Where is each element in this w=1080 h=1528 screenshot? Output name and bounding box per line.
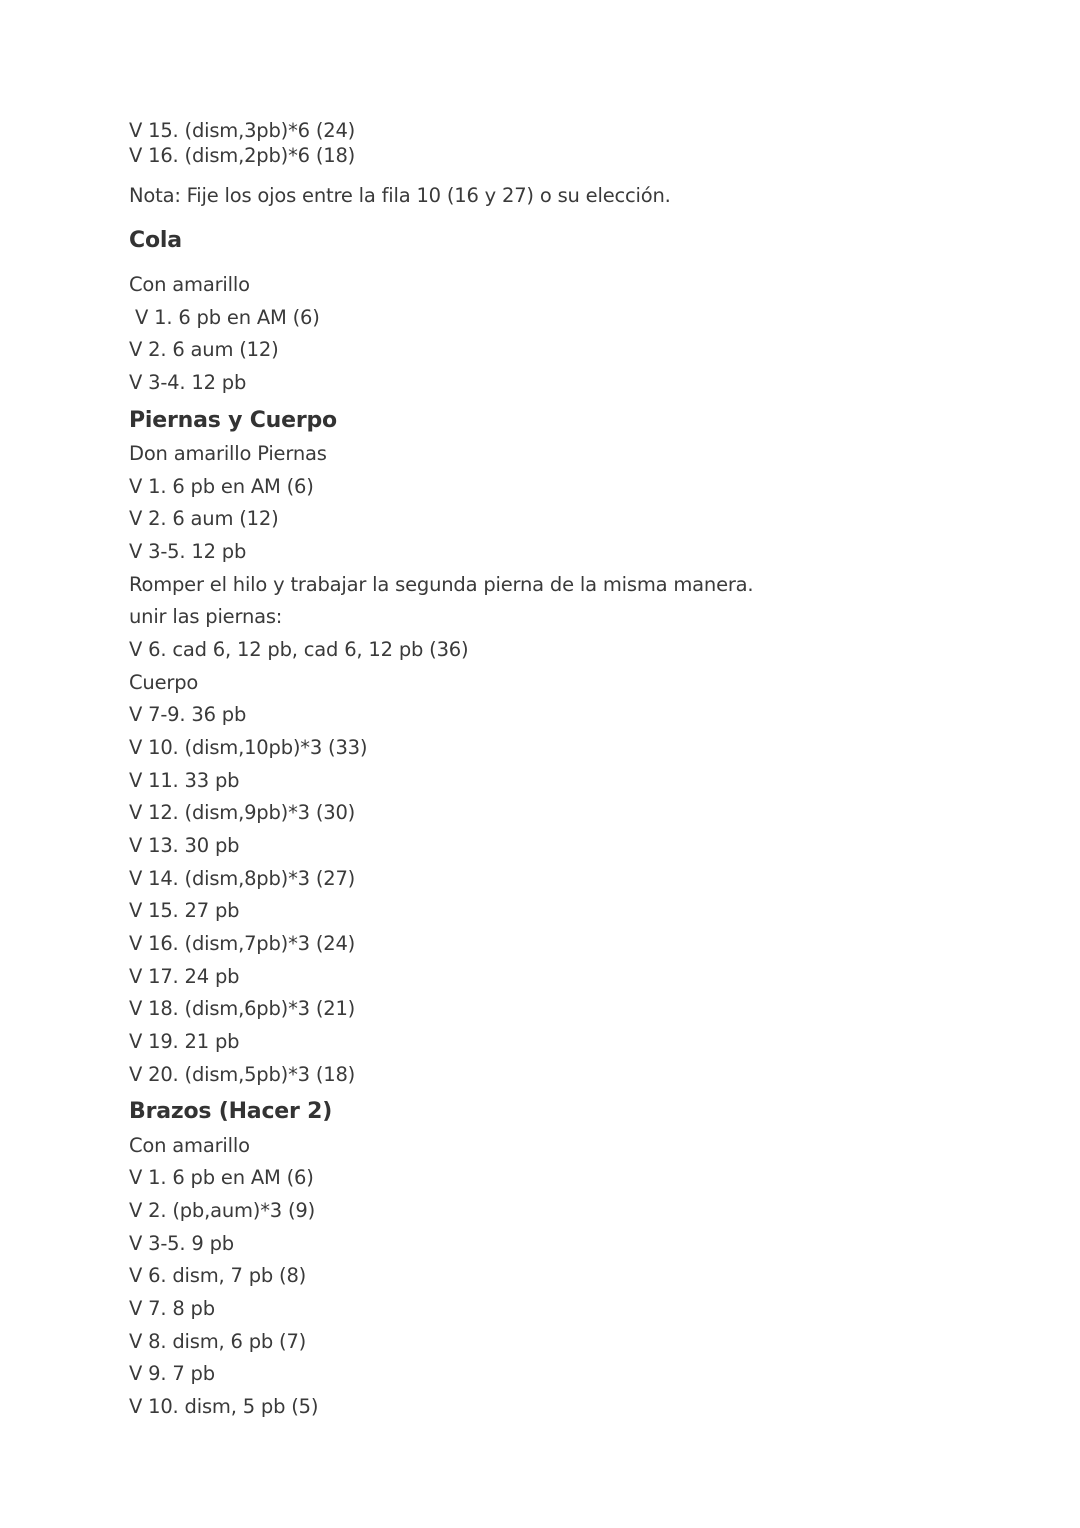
pattern-line: V 15. 27 pb — [129, 899, 240, 922]
pattern-line: V 18. (dism,6pb)*3 (21) — [129, 997, 356, 1020]
pattern-line: V 12. (dism,9pb)*3 (30) — [129, 801, 356, 824]
pattern-line: V 3-4. 12 pb — [129, 371, 247, 394]
pattern-line: V 3-5. 9 pb — [129, 1232, 234, 1255]
pattern-line: V 10. dism, 5 pb (5) — [129, 1395, 319, 1418]
pattern-line: Con amarillo — [129, 273, 250, 296]
section-heading-brazos: Brazos (Hacer 2) — [129, 1099, 333, 1124]
pattern-line: Con amarillo — [129, 1134, 250, 1157]
pattern-line: unir las piernas: — [129, 605, 283, 628]
pattern-line: Romper el hilo y trabajar la segunda pierna de la misma manera. — [129, 573, 754, 596]
pattern-line: V 16. (dism,2pb)*6 (18) — [129, 144, 356, 167]
pattern-line: Cuerpo — [129, 671, 199, 694]
pattern-line: V 14. (dism,8pb)*3 (27) — [129, 867, 356, 890]
section-heading-cola: Cola — [129, 228, 182, 253]
section-heading-piernas: Piernas y Cuerpo — [129, 408, 337, 433]
pattern-line: V 8. dism, 6 pb (7) — [129, 1330, 307, 1353]
pattern-line: V 19. 21 pb — [129, 1030, 240, 1053]
pattern-line: V 1. 6 pb en AM (6) — [129, 306, 320, 329]
pattern-line: V 1. 6 pb en AM (6) — [129, 1166, 314, 1189]
pattern-line: V 15. (dism,3pb)*6 (24) — [129, 119, 356, 142]
pattern-line: V 16. (dism,7pb)*3 (24) — [129, 932, 356, 955]
pattern-line: Don amarillo Piernas — [129, 442, 327, 465]
pattern-line: V 2. (pb,aum)*3 (9) — [129, 1199, 315, 1222]
pattern-line: V 1. 6 pb en AM (6) — [129, 475, 314, 498]
pattern-line: V 17. 24 pb — [129, 965, 240, 988]
pattern-line: V 20. (dism,5pb)*3 (18) — [129, 1063, 356, 1086]
pattern-line: V 2. 6 aum (12) — [129, 338, 279, 361]
pattern-line: V 7. 8 pb — [129, 1297, 215, 1320]
pattern-line: V 13. 30 pb — [129, 834, 240, 857]
pattern-line: V 7-9. 36 pb — [129, 703, 247, 726]
pattern-line: V 11. 33 pb — [129, 769, 240, 792]
pattern-line: V 6. dism, 7 pb (8) — [129, 1264, 307, 1287]
pattern-line: V 9. 7 pb — [129, 1362, 215, 1385]
note-text: Nota: Fije los ojos entre la fila 10 (16 y 27) o su elección. — [129, 184, 671, 207]
pattern-line: V 2. 6 aum (12) — [129, 507, 279, 530]
pattern-line: V 6. cad 6, 12 pb, cad 6, 12 pb (36) — [129, 638, 469, 661]
pattern-line: V 3-5. 12 pb — [129, 540, 247, 563]
pattern-line: V 10. (dism,10pb)*3 (33) — [129, 736, 368, 759]
